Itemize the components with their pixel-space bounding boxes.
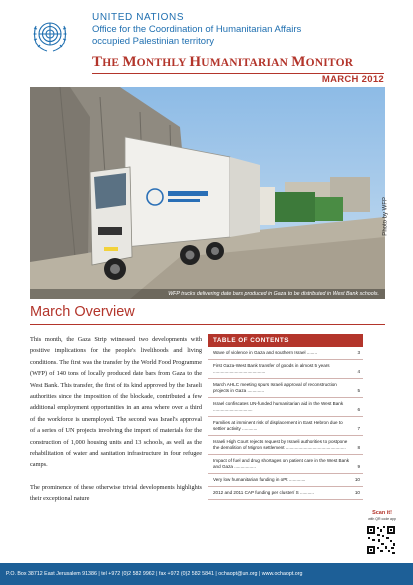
toc-item-page: 5 [357, 388, 360, 393]
overview-text [30, 334, 202, 548]
organization-block [92, 12, 392, 48]
toc-item[interactable] [208, 474, 363, 487]
toc-item-text: March AHLC meeting spurs Israeli approval of reconstruction projects in Gaza ............. [213, 382, 337, 393]
toc-item-page: 10 [354, 477, 360, 482]
title-part: ONITOR [305, 57, 354, 69]
title-part: UMANITARIAN [201, 57, 292, 69]
section-rule [30, 324, 385, 325]
qr-code-icon[interactable] [366, 525, 396, 555]
toc-item-page: 8 [357, 445, 360, 450]
trucks-illustration [30, 87, 385, 299]
toc-item-page: 7 [357, 426, 360, 431]
qr-label [362, 510, 402, 522]
section-title: March Overview [30, 304, 135, 320]
toc-item-text: Israeli High Court rejects request by Israeli authorities to postpone the demolition of Migron settlement ............................................... [213, 439, 348, 450]
toc-item[interactable] [208, 487, 363, 500]
qr-label-sub: with QR code app [368, 517, 396, 521]
table-of-contents [208, 334, 363, 538]
issue-date: MARCH 2012 [321, 74, 384, 85]
office-name-line2: occupied Palestinian territory [92, 36, 214, 47]
title-part: H [189, 54, 202, 70]
title-part: ONTHLY [136, 57, 190, 69]
toc-heading: TABLE OF CONTENTS [208, 334, 363, 347]
toc-item[interactable] [208, 347, 363, 360]
toc-item-text: 2012 and 2011 CAP funding per cluster/ S ........... [213, 490, 314, 495]
title-part: M [122, 54, 137, 70]
footer-contact-bar [0, 563, 413, 585]
cover-photo [30, 87, 389, 299]
toc-item-page: 3 [357, 350, 360, 355]
toc-item[interactable] [208, 360, 363, 379]
toc-item[interactable] [208, 455, 363, 474]
qr-label-main: Scan it! [372, 510, 392, 516]
toc-item[interactable] [208, 398, 363, 417]
toc-item-page: 6 [357, 407, 360, 412]
toc-item-text: Families at imminent risk of displacement in East Hebron due to settler activity ............ [213, 420, 343, 431]
toc-item[interactable] [208, 379, 363, 398]
toc-item-page: 9 [357, 464, 360, 469]
title-part: HE [102, 57, 123, 69]
toc-item-page: 10 [354, 490, 360, 495]
publication-title [92, 54, 392, 72]
title-part: T [92, 54, 103, 70]
toc-item[interactable] [208, 417, 363, 436]
overview-paragraph: This month, the Gaza Strip witnessed two developments with positive implications for the people's livelihoods and living conditions. The first was the transfer by the World Food Programme (WFP) of 140 tons of locally produced date bars from Gaza to the West Bank. This transfer, the first of its kind approved by the Israeli authorities since the imposition of the blockade, contributed a few additional employment opportunities in an area where over a third of the workforce is unemployed. The second was Israel's approval of a series of UN projects involving the import of materials for the construction of 1,000 housing units and 13 schools, as well as the rehabilitation of water and sanitation infrastructure in four refugee camps. [30, 336, 202, 469]
toc-item-text: Very low humanitarian funding in oPt ............. [213, 477, 306, 482]
toc-item-text: First Gaza-West Bank transfer of goods in almost 5 years ......................................... [213, 363, 330, 374]
toc-item-text: Wave of violence in Gaza and southern Israel ........ [213, 350, 318, 355]
toc-item-text: Impact of fuel and drug shortages on patient care in the West Bank and Gaza ................. [213, 458, 350, 469]
toc-item-text: Israel confiscates UN-funded humanitarian aid in the West Bank ............................... [213, 401, 344, 412]
toc-item-page: 4 [357, 369, 360, 374]
toc-item[interactable] [208, 436, 363, 455]
photo-credit: Photo by WFP [383, 197, 389, 236]
title-part: M [291, 54, 306, 70]
footer-contact-text: P.O. Box 38712 East Jerusalem 91386 | tel +972 (0)2 582 9962 | fax +972 (0)2 582 5841 | ochaopt@un.org | www.ochaopt.org [6, 571, 303, 577]
photo-caption: WFP trucks delivering date bars produced in Gaza to be distributed in West Bank schools. [30, 289, 385, 299]
un-emblem-icon [30, 14, 70, 54]
org-name: UNITED NATIONS [92, 12, 185, 23]
office-name-line1: Office for the Coordination of Humanitarian Affairs [92, 24, 302, 35]
overview-paragraph: The prominence of these otherwise trivial developments highlights their exceptional nature [30, 483, 202, 503]
